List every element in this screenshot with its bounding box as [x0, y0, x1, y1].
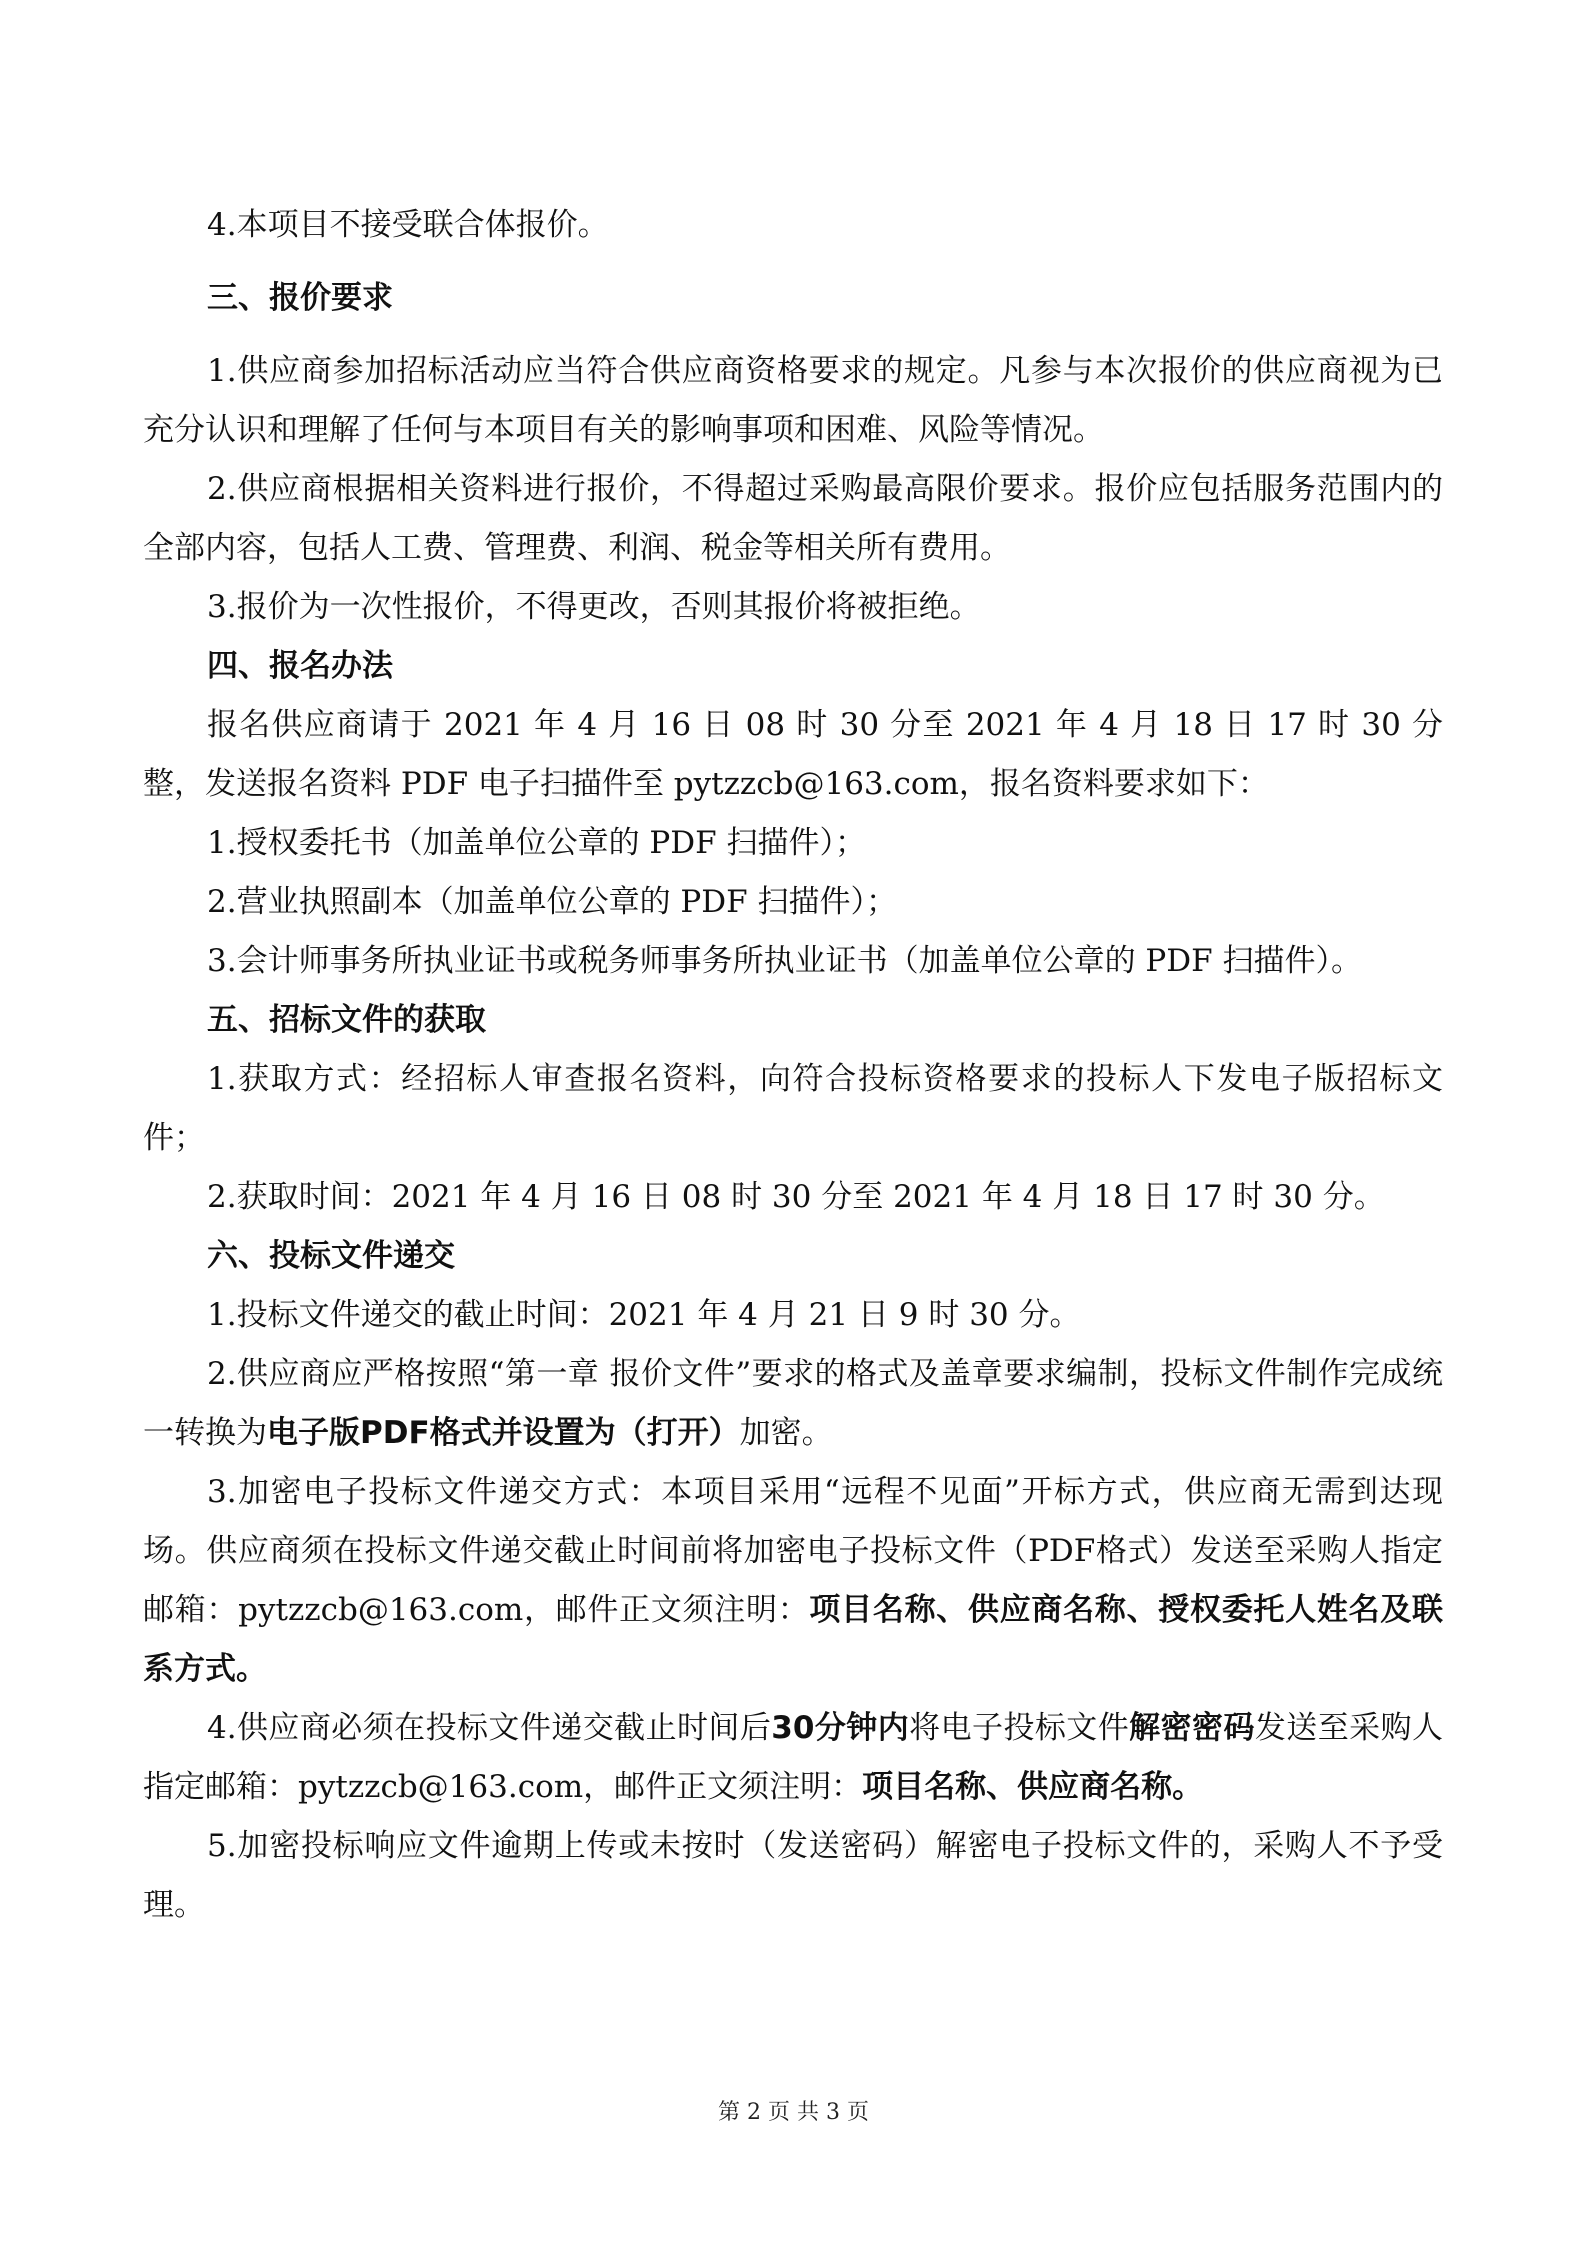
paragraph-s4-intro: 报名供应商请于 2021 年 4 月 16 日 08 时 30 分至 2021 年 4 月 18 日 17 时 30 分整，发送报名资料 PDF 电子扫描件至 pytzzcb@163.com，报名资料要求如下：: [143, 707, 1443, 802]
s6-item4-text-c: 将电子投标文件: [909, 1710, 1130, 1746]
document-body: [143, 196, 1443, 1935]
s6-item4-bold-password: 解密密码: [1129, 1710, 1255, 1746]
paragraph-s5-item1: 1.获取方式：经招标人审查报名资料，向符合投标资格要求的投标人下发电子版招标文件；: [143, 1061, 1443, 1156]
section-heading-registration: 四、报名办法: [207, 648, 393, 684]
paragraph-s6-item4: [143, 1699, 1443, 1817]
s6-item3-bold: 项目名称、供应商名称、授权委托人姓名及联系方式。: [143, 1592, 1443, 1687]
s6-item4-text-e: 发送至采购人指定邮箱：pytzzcb@163.com，邮件正文须注明：: [143, 1710, 1444, 1805]
section-heading-tender-docs: 五、招标文件的获取: [207, 1002, 486, 1038]
s6-item2-bold: 电子版PDF格式并设置为（打开）: [267, 1415, 740, 1451]
paragraph-s4-item1: 1.授权委托书（加盖单位公章的 PDF 扫描件）；: [207, 825, 867, 861]
s6-item4-bold-note: 项目名称、供应商名称。: [862, 1769, 1204, 1805]
s6-item4-text-a: 4.供应商必须在投标文件递交截止时间后: [207, 1710, 772, 1746]
section-heading-submission: 六、投标文件递交: [207, 1238, 455, 1274]
paragraph-s3-item1: 1.供应商参加招标活动应当符合供应商资格要求的规定。凡参与本次报价的供应商视为已充分认识和理解了任何与本项目有关的影响事项和困难、风险等情况。: [143, 353, 1443, 448]
s6-item2-tail: 加密。: [739, 1415, 833, 1451]
paragraph-s6-item1: 1.投标文件递交的截止时间：2021 年 4 月 21 日 9 时 30 分。: [207, 1297, 1081, 1333]
s6-item2-text: 2.供应商应严格按照“第一章 报价文件”要求的格式及盖章要求编制，投标文件制作完成统一转换为: [143, 1356, 1443, 1451]
paragraph-s2-item4: 4.本项目不接受联合体报价。: [207, 207, 609, 243]
s6-item4-bold-time: 30分钟内: [771, 1710, 910, 1746]
paragraph-s6-item3: [143, 1463, 1443, 1699]
paragraph-s4-item2: 2.营业执照副本（加盖单位公章的 PDF 扫描件）；: [207, 884, 898, 920]
s6-item3-text: 3.加密电子投标文件递交方式：本项目采用“远程不见面”开标方式，供应商无需到达现场。供应商须在投标文件递交截止时间前将加密电子投标文件（PDF格式）发送至采购人指定邮箱：pytzzcb@163.com，邮件正文须注明：: [143, 1474, 1443, 1628]
page-footer: 第 2 页 共 3 页: [718, 2100, 869, 2125]
paragraph-s3-item3: 3.报价为一次性报价，不得更改，否则其报价将被拒绝。: [207, 589, 981, 625]
paragraph-s3-item2: 2.供应商根据相关资料进行报价，不得超过采购最高限价要求。报价应包括服务范围内的全部内容，包括人工费、管理费、利润、税金等相关所有费用。: [143, 471, 1443, 566]
paragraph-s6-item5: 5.加密投标响应文件逾期上传或未按时（发送密码）解密电子投标文件的，采购人不予受理。: [143, 1828, 1443, 1923]
paragraph-s4-item3: 3.会计师事务所执业证书或税务师事务所执业证书（加盖单位公章的 PDF 扫描件）。: [207, 943, 1363, 979]
section-heading-pricing: 三、报价要求: [207, 280, 393, 316]
paragraph-s5-item2: 2.获取时间：2021 年 4 月 16 日 08 时 30 分至 2021 年 4 月 18 日 17 时 30 分。: [207, 1179, 1385, 1215]
paragraph-s6-item2: [143, 1345, 1443, 1463]
